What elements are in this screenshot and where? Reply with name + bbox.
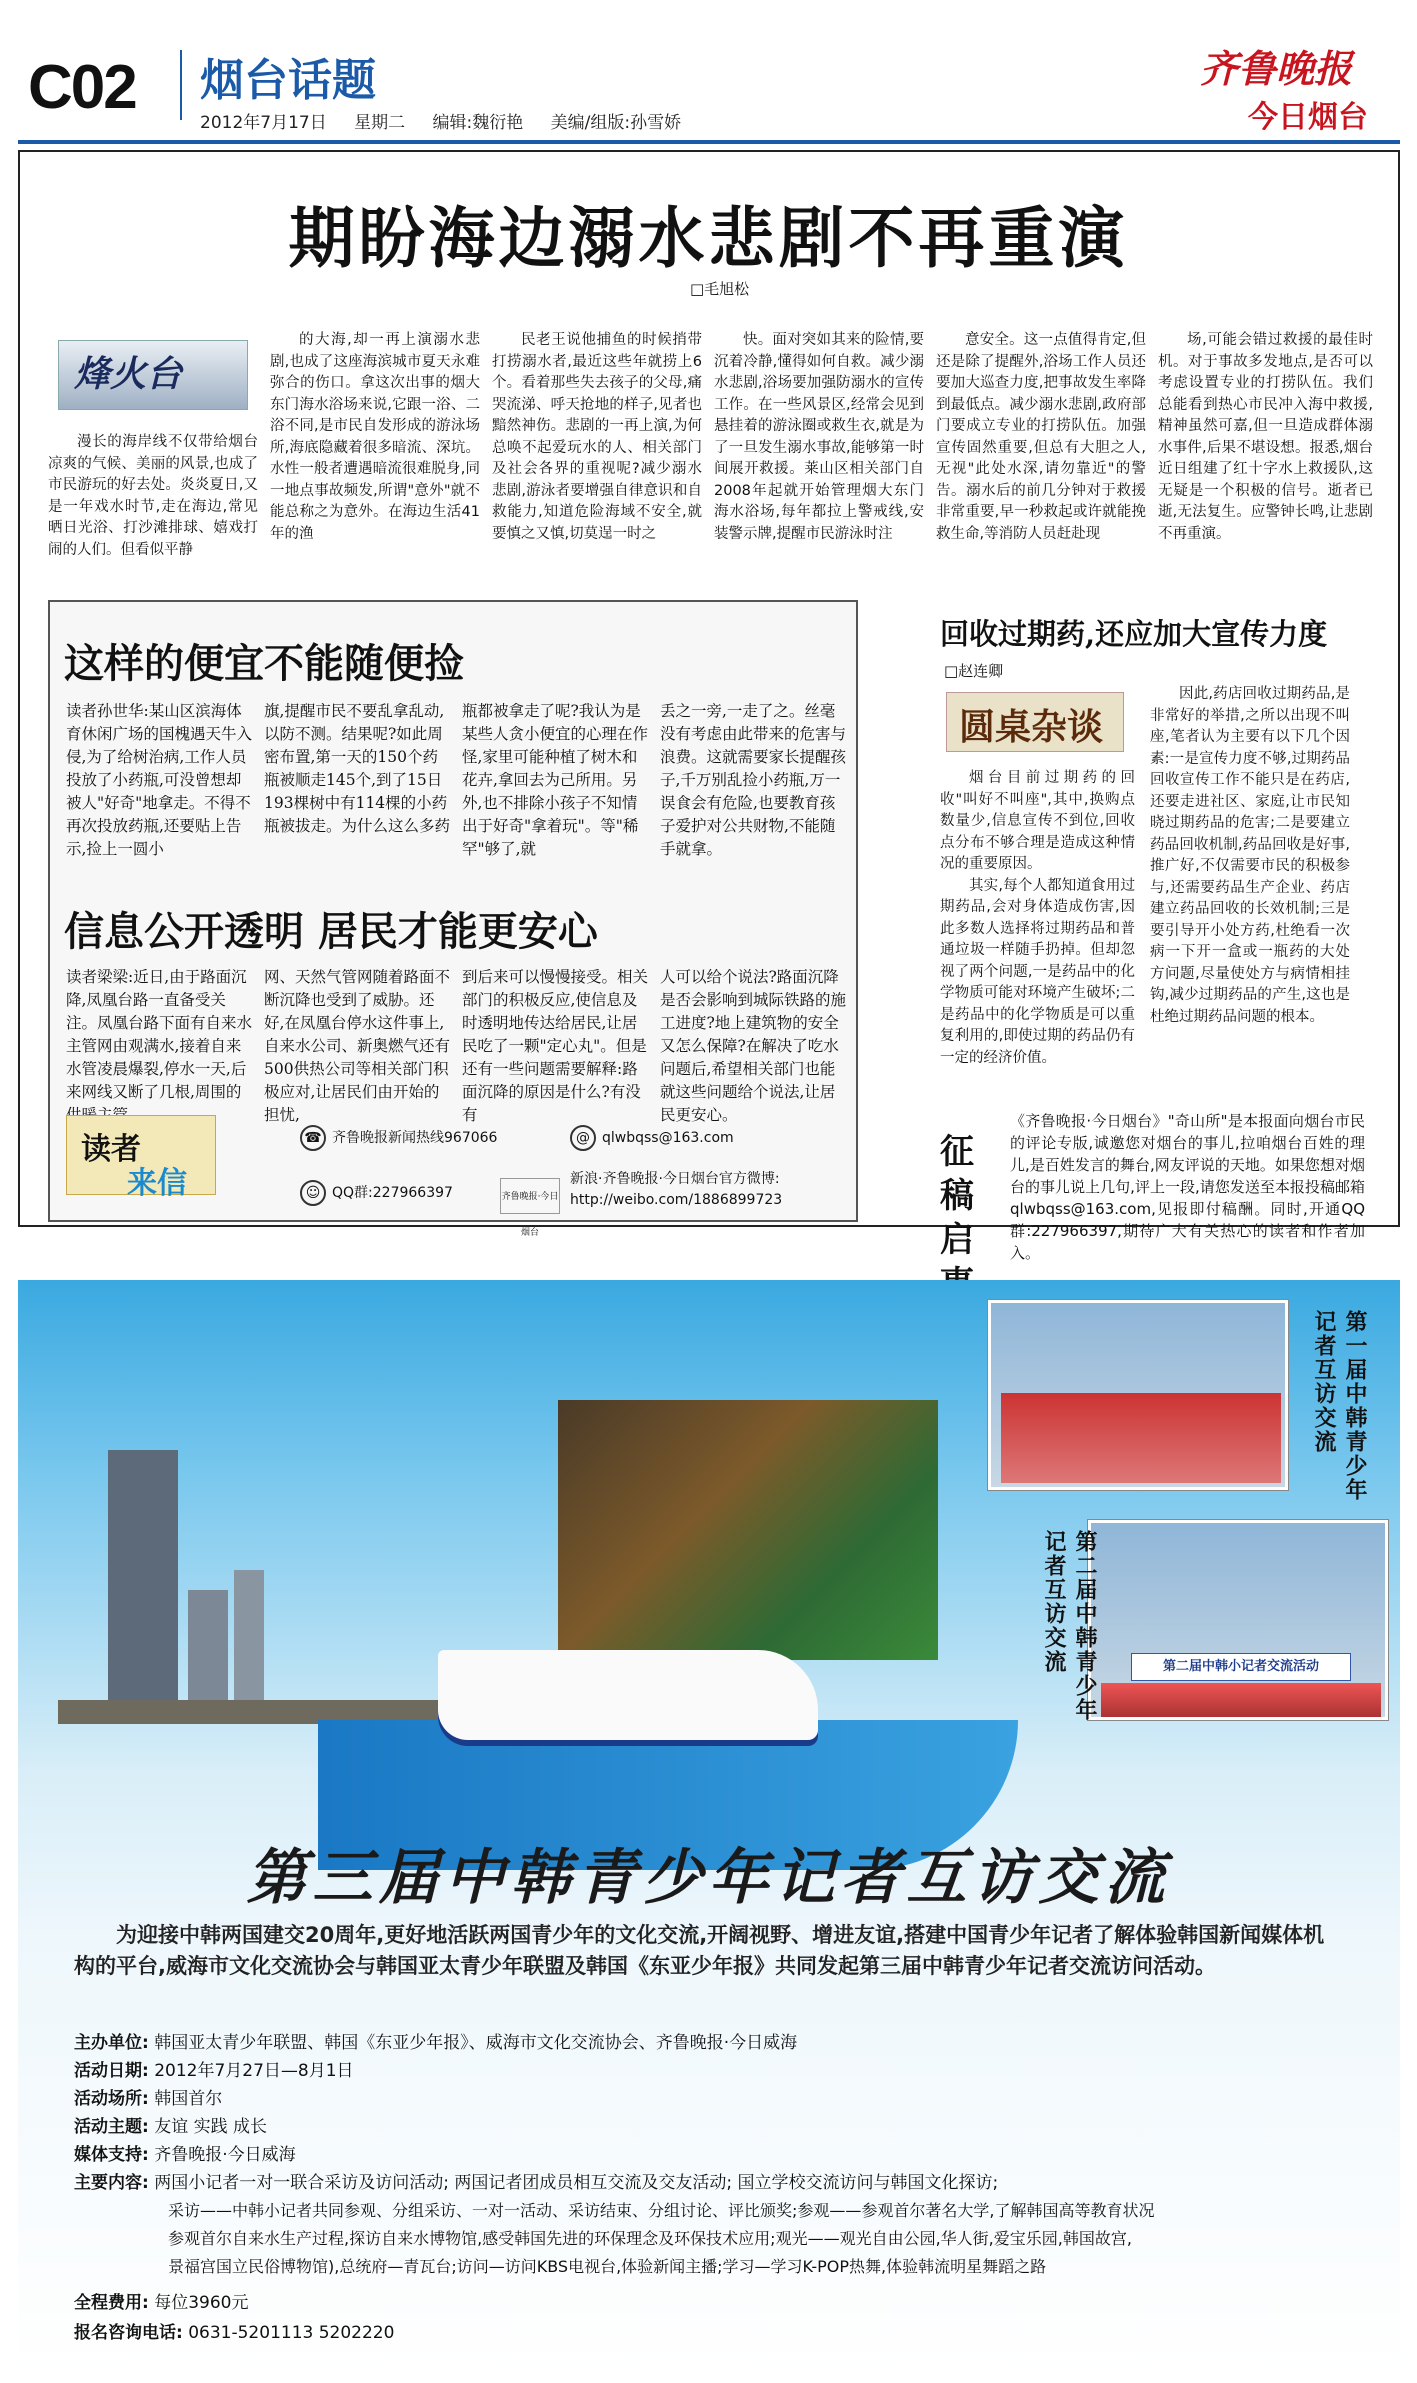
email[interactable] — [570, 1125, 734, 1151]
photo-first-exchange — [988, 1300, 1288, 1490]
paragraph: 快。面对突如其来的险情,要沉着冷静,懂得如何自救。减少溺水悲剧,浴场要加强防溺水的宣传工作。在一些风景区,经常会见到悬挂着的游泳圈或救生衣,就是为了一旦发生溺水事故,能够第一时间展开救援。莱山区相关部门自2008年起就开始管理烟大东门海水浴场,每年都拉上警戒线,安装警示牌,提醒市民游泳时注 — [714, 332, 924, 542]
issue-date: 2012年7月17日 — [200, 113, 327, 133]
ad-row — [74, 2058, 354, 2084]
main-col-6 — [1158, 330, 1373, 545]
header-divider — [180, 50, 182, 120]
ad-row — [74, 2170, 998, 2196]
row-label: 活动日期: — [74, 2061, 149, 2081]
building — [234, 1570, 264, 1720]
row-label: 主办单位: — [74, 2033, 149, 2053]
paragraph: 民老王说他捕鱼的时候捎带打捞溺水者,最近这些年就捞上6个。看着那些失去孩子的父母,痛哭流涕、呼天抢地的样子,见者也黯然神伤。悲剧的一再上演,为何总唤不起爱玩水的人、相关部门及社会各界的重视呢?减少溺水悲剧,游泳者要增强自律意识和自救能力,知道危险海域不安全,就要慎之又慎,切莫逞一时之 — [492, 332, 702, 542]
reader-letters-logo — [66, 1115, 216, 1201]
row-value: 两国小记者一对一联合采访及访问活动; 两国记者团成员相互交流及交友活动; 国立学校交流访问与韩国文化探访; — [154, 2173, 999, 2193]
row-label: 活动场所: — [74, 2089, 149, 2109]
letter2-col-1: 读者梁梁:近日,由于路面沉降,凤凰台路一直备受关注。凤凰台路下面有自来水主管网由观满水,接着自来水管凌晨爆裂,停水一天,后来网线又断了几根,周围的 — [66, 968, 253, 1101]
paper-logo: 齐鲁晚报 — [1200, 46, 1353, 91]
fee-label: 全程费用: — [74, 2293, 149, 2313]
row-value: 齐鲁晚报·今日威海 — [154, 2145, 296, 2165]
main-col-1 — [48, 432, 258, 561]
weibo-name: 新浪·齐鲁晚报·今日烟台官方微博: — [570, 1171, 780, 1187]
row-label: 媒体支持: — [74, 2145, 149, 2165]
ferry-ship — [438, 1650, 818, 1740]
ad-row — [74, 2086, 222, 2112]
main-col-2 — [270, 330, 480, 545]
skyscraper — [108, 1450, 178, 1720]
photo-group — [1101, 1683, 1381, 1717]
column-logo-zatan — [946, 692, 1124, 752]
editor: 编辑:魏衍艳 — [432, 113, 524, 133]
phone-value: 0631-5201113 5202220 — [188, 2323, 395, 2343]
weibo-logo: 齐鲁晚报·今日烟台 — [500, 1178, 560, 1214]
photo-group — [1001, 1393, 1281, 1483]
reader-logo-b: 来信 — [127, 1166, 187, 1201]
section-title: 烟台话题 — [200, 55, 376, 106]
ad-fee — [74, 2290, 248, 2316]
call-for-papers-body: 《齐鲁晚报·今日烟台》"奇山所"是本报面向烟台市民的评论专版,诚邀您对烟台的事儿,拉咱烟台百姓的理儿,是百姓发言的舞台,网友评说的天地。如果您想对烟台的事儿说上几句,评上一段,请您发送至本报投稿邮箱qlwbqss@163.com,见报即付稿酬。同时,开通QQ群:227966397,期待广大有关热心的读者和作者加入。 — [1010, 1112, 1365, 1262]
zatan-text: 圆桌杂谈 — [959, 707, 1104, 748]
row-value: 韩国亚太青少年联盟、韩国《东亚少年报》、威海市文化交流协会、齐鲁晚报·今日威海 — [154, 2033, 798, 2053]
paragraph: 意安全。这一点值得肯定,但还是除了提醒外,浴场工作人员还要加大巡查力度,把事故发生率降到最低点。减少溺水悲剧,政府部门要成立专业的打捞队伍。加强宣传固然重要,但总有大胆之人,无视"此处水深,请勿靠近"的警告。溺水后的前几分钟对于救援非常重要,早一秒救起或许就能挽救生命,等消防人员赶赴现 — [936, 332, 1146, 542]
paragraph: 其实,每个人都知道食用过期药品,会对身体造成伤害,因此多数人选择将过期药品和普通垃圾一样随手扔掉。但却忽视了两个问题,一是药品中的化学物质可能对环境产生破坏;二是药品中的化学物质是可以重复利用的,即使过期的药品仍有一定的经济价值。 — [940, 877, 1135, 1066]
row-value: 韩国首尔 — [154, 2089, 223, 2109]
main-col-5 — [936, 330, 1146, 545]
phone-label: 报名咨询电话: — [74, 2323, 183, 2343]
main-headline: 期盼海边溺水悲剧不再重演 — [288, 199, 1129, 277]
designer: 美编/组版:孙雪娇 — [550, 113, 682, 133]
qq-text: QQ群:227966397 — [332, 1185, 453, 1201]
ad-title: 第三届中韩青少年记者互访交流 — [246, 1843, 1171, 1913]
letter2-col-3: 到后来可以慢慢接受。相关部门的积极反应,使信息及时透明地传达给居民,让居民吃了一颗"定心丸"。但是还有一些问题需要解释:路面沉降的原因是什么?有没有 — [462, 968, 649, 1124]
right-col-b — [1150, 684, 1350, 1028]
letter1-col-2: 旗,提醒市民不要乱拿乱动,以防不测。结果呢?如此周密布置,第一天的150个药瓶被顺走145个,到了15日193棵树中有114棵的小药瓶被拔走。为什么这么多药 — [264, 702, 451, 835]
letter1-col-4: 丢之一旁,一走了之。丝毫没有考虑由此带来的危害与浪费。这就需要家长提醒孩子,千万别乱捡小药瓶,万一误食会有危险,也要教育孩子爱护对公共财物,不能随手就拿。 — [660, 702, 847, 858]
main-byline: □毛旭松 — [690, 280, 750, 298]
issue-weekday: 星期二 — [354, 113, 406, 133]
header-rule — [18, 140, 1400, 144]
letter2-col-2: 网、天然气管网随着路面不断沉降也受到了威胁。还好,在凤凰台停水这件事上,自来水公司、新奥燃气还有500供热公司等相关部门积极应对,让居民们由开始的担忧, — [264, 968, 451, 1124]
paragraph: 烟台目前过期药的回收"叫好不叫座",其中,换购点数量少,信息宣传不到位,回收点分布不够合理是造成这种情况的重要原因。 — [940, 770, 1135, 872]
content-line: 采访——中韩小记者共同参观、分组采访、一对一活动、采访结束、分组讨论、评比颁奖;参观——参观首尔著名大学,了解韩国高等教育状况 — [168, 2201, 1155, 2220]
right-title: 回收过期药,还应加大宣传力度 — [940, 617, 1328, 651]
right-col-a — [940, 768, 1135, 1069]
ad-row — [74, 2142, 296, 2168]
paragraph: 场,可能会错过救援的最佳时机。对于事故多发地点,是否可以考虑设置专业的打捞队伍。我们总能看到热心市民冲入海中救援,精神虽然可嘉,但一旦造成群体溺水事件,后果不堪设想。报悉,烟台近日组建了红十字水上救援队,这无疑是一个积极的信号。逝者已逝,无法复生。应警钟长鸣,让悲剧不再重演。 — [1158, 332, 1373, 542]
letter1-col-1: 读者孙世华:某山区滨海体育休闲广场的国槐遇天牛入侵,为了给树治病,工作人员投放了小药瓶,可没曾想却被人"好奇"地拿走。不得不再次投放药瓶,还要贴上告示,捡上一圆小 — [66, 702, 253, 858]
letter2-title: 信息公开透明 居民才能更安心 — [64, 908, 598, 955]
phone-icon: ☎ — [300, 1125, 326, 1151]
email-text: qlwbqss@163.com — [602, 1130, 734, 1146]
fee-value: 每位3960元 — [154, 2293, 249, 2313]
mail-icon: @ — [570, 1125, 596, 1151]
pagoda — [558, 1400, 938, 1660]
main-col-4 — [714, 330, 924, 545]
paragraph: 漫长的海岸线不仅带给烟台凉爽的气候、美丽的风景,也成了市民游玩的好去处。炎炎夏日,又是一年戏水时节,走在海边,常见晒日光浴、打沙滩排球、嬉戏打闹的人们。但看似平静 — [48, 434, 258, 558]
main-col-3 — [492, 330, 702, 545]
row-label: 主要内容: — [74, 2173, 149, 2193]
hotline — [300, 1125, 497, 1151]
hotline-text: 齐鲁晚报新闻热线967066 — [332, 1130, 498, 1146]
row-value: 友谊 实践 成长 — [154, 2117, 268, 2137]
row-value: 2012年7月27日—8月1日 — [154, 2061, 354, 2081]
reader-logo-a: 读者 — [81, 1132, 141, 1167]
content-line: 景福宫国立民俗博物馆),总统府—青瓦台;访问—访问KBS电视台,体验新闻主播;学习—学习K-POP热舞,体验韩流明星舞蹈之路 — [168, 2257, 1047, 2276]
letter1-col-3: 瓶都被拿走了呢?我认为是某些人贪小便宜的心理在作怪,家里可能种植了树木和花卉,拿回去为己所用。另外,也不排除小孩子不知情出于好奇"拿着玩"。等"稀罕"够了,就 — [462, 702, 649, 858]
column-logo-text: 烽火台 — [74, 354, 183, 395]
photo-second-exchange — [1088, 1520, 1388, 1720]
header-info — [200, 108, 703, 133]
banner-second: 第二届中韩小记者交流活动 — [1131, 1653, 1351, 1681]
content-line: 参观首尔自来水生产过程,探访自来水博物馆,感受韩国先进的环保理念及环保技术应用;观光——观光自由公园,华人街,爱宝乐园,韩国故宫, — [168, 2229, 1132, 2248]
ad-intro: 为迎接中韩两国建交20周年,更好地活跃两国青少年的文化交流,开阔视野、增进友谊,搭建中国青少年记者了解体验韩国新闻媒体机构的平台,威海市文化交流协会与韩国亚太青少年联盟及韩国《东亚少年报》共同发起第三届中韩青少年记者交流访问活动。 — [74, 1923, 1325, 1978]
ad-row — [74, 2114, 267, 2140]
right-byline: □赵连卿 — [944, 662, 1004, 680]
photo1-caption: 第一届中韩青少年记者互访交流 — [1311, 1310, 1367, 1502]
row-label: 活动主题: — [74, 2117, 149, 2137]
photo2-caption: 第二届中韩青少年记者互访交流 — [1041, 1530, 1097, 1722]
qq-group — [300, 1180, 453, 1206]
paragraph: 的大海,却一再上演溺水悲剧,也成了这座海滨城市夏天永难弥合的伤口。拿这次出事的烟大东门海水浴场来说,它跟一浴、二浴不同,是市民自发形成的游泳场所,海底隐藏着很多暗流、深坑。水性一般者遭遇暗流很难脱身,同一地点事故频发,所谓"意外"就不能总称之为意外。在海边生活41年的渔 — [270, 332, 480, 542]
paragraph: 因此,药店回收过期药品,是非常好的举措,之所以出现不叫座,笔者认为主要有以下几个因素:一是宣传力度不够,过期药品回收宣传工作不能只是在药店,还要走进社区、家庭,让市民知晓过期药品的危害;二是要建立药品回收机制,药品回收是好事,推广好,不仅需要市民的积极参与,还需要药品生产企业、药店建立药品回收的长效机制;三是要引导开小处方药,杜绝看一次病一下开一盒或一瓶药的大处方问题,尽量使处方与病情相挂钩,减少过期药品的产生,这也是杜绝过期药品问题的根本。 — [1150, 686, 1350, 1025]
letter2-col-4: 人可以给个说法?路面沉降是否会影响到城际铁路的施工进度?地上建筑物的安全又怎么保障?在解决了吃水问题后,希望相关部门也能就这些问题给个说法,让居民更安心。 — [660, 968, 847, 1124]
qq-icon: ☺ — [300, 1180, 326, 1206]
ad-row — [74, 2030, 797, 2056]
weibo-url[interactable]: http://weibo.com/1886899723 — [570, 1192, 783, 1208]
page-number: C02 — [28, 53, 136, 122]
call-for-papers-label: 征稿启 — [940, 1132, 974, 1260]
letter1-title: 这样的便宜不能随便捡 — [64, 640, 464, 687]
ad-phone — [74, 2320, 394, 2346]
paper-tag: 今日烟台 — [1248, 100, 1368, 135]
